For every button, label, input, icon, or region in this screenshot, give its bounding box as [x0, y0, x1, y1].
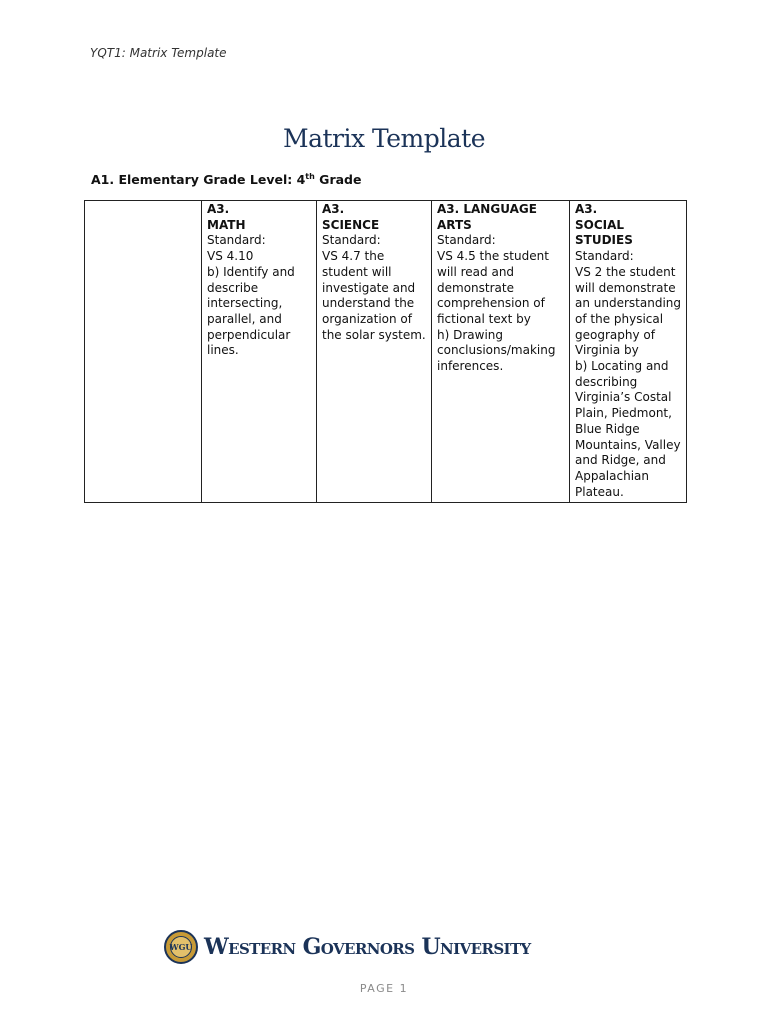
seal-monogram: WGU: [170, 936, 192, 958]
cell-subject: SOCIAL STUDIES: [575, 217, 633, 248]
cell-text: h) Drawing conclusions/making inferences.: [437, 327, 556, 374]
cell-text: Standard:: [322, 233, 381, 248]
cell-text: VS 4.5 the student will read and demonstrate comprehension of fictional text by: [437, 249, 549, 326]
cell-text: Standard:: [575, 249, 634, 264]
cell-text: Standard:: [207, 233, 266, 248]
table-row: [85, 201, 687, 503]
cell-text: VS 4.10: [207, 249, 254, 264]
matrix-cell-science: [317, 201, 432, 503]
grade-heading-prefix: A1. Elementary Grade Level: 4: [91, 172, 306, 188]
cell-text: b) Locating and describing Virginia’s Costal Plain, Piedmont, Blue Ridge Mountains, Valley and Ridge, and Appalachian Plateau.: [575, 359, 681, 499]
cell-heading: A3. LANGUAGE ARTS: [437, 202, 537, 232]
university-wordmark: Western Governors University: [204, 934, 531, 960]
grade-level-heading: [91, 172, 361, 187]
page-number: PAGE 1: [359, 982, 409, 995]
university-seal-icon: [164, 930, 198, 964]
cell-heading: A3.: [322, 202, 345, 216]
page-title: Matrix Template: [282, 124, 486, 153]
running-header: YQT1: Matrix Template: [90, 46, 227, 60]
cell-heading: A3.: [575, 202, 598, 216]
cell-text: VS 4.7 the student will investigate and understand the organization of the solar system.: [322, 249, 426, 342]
matrix-cell-math: [202, 201, 317, 503]
grade-heading-ordinal: th: [305, 172, 315, 181]
matrix-empty-cell: [85, 201, 202, 503]
university-logo: [164, 930, 531, 964]
cell-text: Standard:: [437, 233, 496, 248]
matrix-cell-social-studies: [570, 201, 687, 503]
cell-text: b) Identify and describe intersecting, parallel, and perpendicular lines.: [207, 264, 295, 358]
matrix-cell-language-arts: [432, 201, 570, 503]
grade-heading-suffix: Grade: [314, 172, 362, 188]
cell-subject: MATH: [207, 217, 246, 232]
cell-subject: SCIENCE: [322, 217, 380, 232]
cell-heading: A3.: [207, 202, 230, 216]
matrix-table: [84, 200, 687, 503]
cell-text: VS 2 the student will demonstrate an understanding of the physical geography of Virginia by: [575, 264, 682, 358]
